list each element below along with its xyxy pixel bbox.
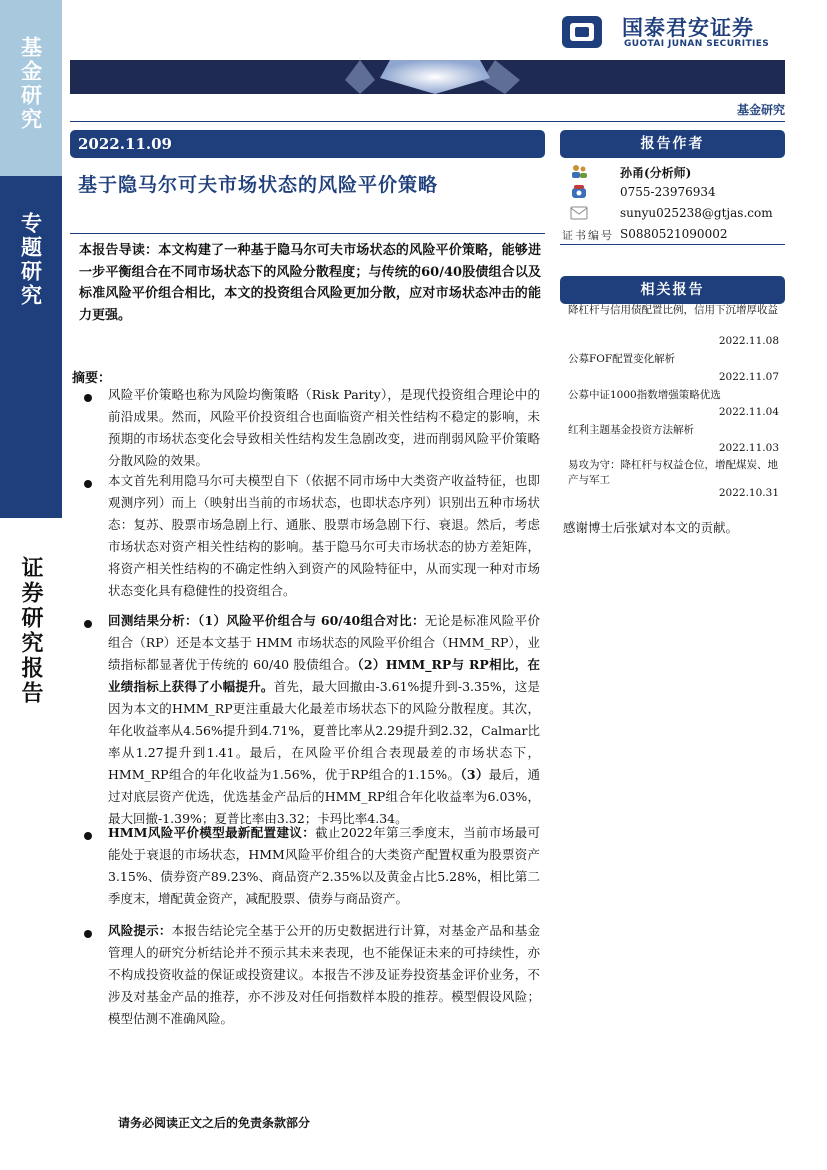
brand-logo-icon (560, 12, 604, 52)
report-guide (79, 240, 541, 326)
bullet-bold-mid: （2）HMM_RP与 RP相比，在业绩指标上获得了小幅提升。 (108, 657, 540, 694)
report-category: 基金研究 (736, 103, 785, 117)
report-date: 2022.11.09 (78, 135, 172, 153)
abstract-bullet-5 (108, 920, 540, 1030)
email-icon (570, 206, 588, 220)
sidebar-segment-topic (0, 176, 62, 518)
person-icon (570, 164, 588, 178)
related-report-date: 2022.11.04 (718, 406, 779, 418)
author-name: 孙甬(分析师) (620, 166, 692, 180)
brand-logo (560, 12, 785, 52)
sidebar (0, 0, 62, 1170)
bullet-text: 无论是标准风险平价组合（RP）还是本文基于 HMM 市场状态的风险平价组合（HMM_RP），业绩指标都显著优于传统的 60/40 股债组合。 (108, 613, 540, 672)
cert-number: S0880521090002 (620, 227, 728, 241)
bullet-text-2: 首先，最大回撤由-3.61%提升到-3.35%，这是因为本文的HMM_RP更注重最大化最差市场状态下的风险分散程度。其次，年化收益率从4.56%提升到4.71%，夏普比率从2.29提升到2.32，Calmar比率从1.27提升到1.41。最后，在风险平价组合表现最差的市场状态下，HMM_RP组合的年化收益为1.56%，优于RP组合的1.15%。 (108, 679, 540, 782)
brand-name-en: GUOTAI JUNAN SECURITIES (624, 39, 770, 49)
related-report-title[interactable]: 降杠杆与信用债配置比例，信用下沉增厚收益 (568, 304, 778, 316)
abstract-bullet-4 (108, 822, 540, 910)
authors-divider (560, 244, 785, 245)
bullet-text-3: 最后，通过对底层资产优选，优选基金产品后的HMM_RP组合年化收益率为6.03%，最大回撤-1.39%；夏普比率由3.32；卡玛比率4.34。 (108, 767, 540, 826)
abstract-bullet-2 (108, 470, 540, 602)
sidebar-segment-fund (0, 0, 62, 176)
related-report-title[interactable]: 红利主题基金投资方法解析 (568, 424, 694, 436)
related-report-date: 2022.11.08 (718, 335, 779, 347)
acknowledgement: 感谢博士后张斌对本文的贡献。 (563, 520, 739, 535)
guide-label: 本报告导读： (79, 243, 159, 258)
bullet-bold-lead: 回测结果分析：（1）风险平价组合与 60/40组合对比： (108, 613, 425, 628)
author-email[interactable]: sunyu025238@gtjas.com (620, 206, 773, 220)
related-report-date: 2022.11.03 (718, 442, 779, 454)
related-report-date: 2022.10.31 (718, 487, 779, 499)
phone-icon (570, 185, 588, 199)
abstract-bullet-1 (108, 384, 540, 472)
related-report-title[interactable]: 公募中证1000指数增强策略优选 (568, 389, 721, 401)
bullet-text: 截止2022年第三季度末，当前市场最可能处于衰退的市场状态，HMM风险平价组合的大类资产配置权重为股票资产3.15%、债券资产89.23%、商品资产2.35%以及黄金占比5.28%，相比第二季度末，增配黄金资产，减配股票、债券与商品资产。 (108, 825, 541, 906)
author-phone: 0755-23976934 (620, 185, 716, 199)
diamond-icon (70, 60, 785, 94)
cert-label: 证书编号 (562, 229, 614, 242)
brand-name-cn: 国泰君安证券 (622, 16, 754, 40)
related-report-title[interactable]: 公募FOF配置变化解析 (568, 353, 676, 365)
related-report-date: 2022.11.07 (718, 371, 779, 383)
report-title: 基于隐马尔可夫市场状态的风险平价策略 (78, 174, 439, 196)
sidebar-label-topic-research: 专题研究 (18, 212, 44, 308)
guide-text: 本文构建了一种基于隐马尔可夫市场状态的风险平价策略，能够进一步平衡组合在不同市场状态下的风险分散程度；与传统的60/40股债组合以及标准风险平价组合相比，本文的投资组合风险更加分散，应对市场状态冲击的能力更强。 (79, 243, 541, 323)
title-divider (70, 233, 545, 234)
abstract-label: 摘要： (72, 371, 112, 386)
sidebar-label-fund-research: 基金研究 (18, 36, 44, 132)
bullet-bold-3: （3） (460, 767, 489, 782)
bullet-text: 本报告结论完全基于公开的历史数据进行计算，对基金产品和基金管理人的研究分析结论并不预示其未来表现，也不能保证未来的可持续性，亦不构成投资收益的保证或投资建议。本报告不涉及证券投资基金评价业务，不涉及对基金产品的推荐，亦不涉及对任何指数样本股的推荐。模型假设风险；模型估测不准确风险。 (108, 923, 540, 1026)
authors-header: 报告作者 (560, 130, 785, 158)
related-report-title[interactable]: 易攻为守：降杠杆与权益仓位，增配煤炭、地产与军工 (568, 459, 778, 486)
abstract-bullet-3 (108, 610, 540, 830)
bullet-text: 风险平价策略也称为风险均衡策略（Risk Parity），是现代投资组合理论中的前沿成果。然而，风险平价投资组合也面临资产相关性结构不稳定的影响，未预期的市场状态变化会导致相关性结构发生急剧改变，进而削弱风险平价策略分散风险的效果。 (108, 387, 540, 468)
date-bar (70, 130, 545, 158)
sidebar-segment-report (0, 518, 62, 1170)
related-header: 相关报告 (560, 276, 785, 304)
bullet-bold-lead: HMM风险平价模型最新配置建议： (108, 825, 316, 840)
bullet-text: 本文首先利用隐马尔可夫模型自下（依据不同市场中大类资产收益特征，也即观测序列）而上（映射出当前的市场状态，也即状态序列）识别出五种市场状态：复苏、股票市场急剧上行、通胀、股票市场急剧下行、衰退。然后，考虑市场状态对资产相关性结构的影响。基于隐马尔可夫市场状态的协方差矩阵，将资产相关性结构的不确定性纳入到资产的风险特征中，从而实现一种对市场状态变化具有稳健性的投资组合。 (108, 473, 540, 598)
disclaimer-footer: 请务必阅读正文之后的免责条款部分 (118, 1116, 311, 1130)
header-banner (70, 60, 785, 94)
sidebar-label-securities-report: 证券研究报告 (18, 556, 44, 706)
header-divider (70, 121, 785, 122)
bullet-bold-lead: 风险提示： (108, 923, 172, 938)
